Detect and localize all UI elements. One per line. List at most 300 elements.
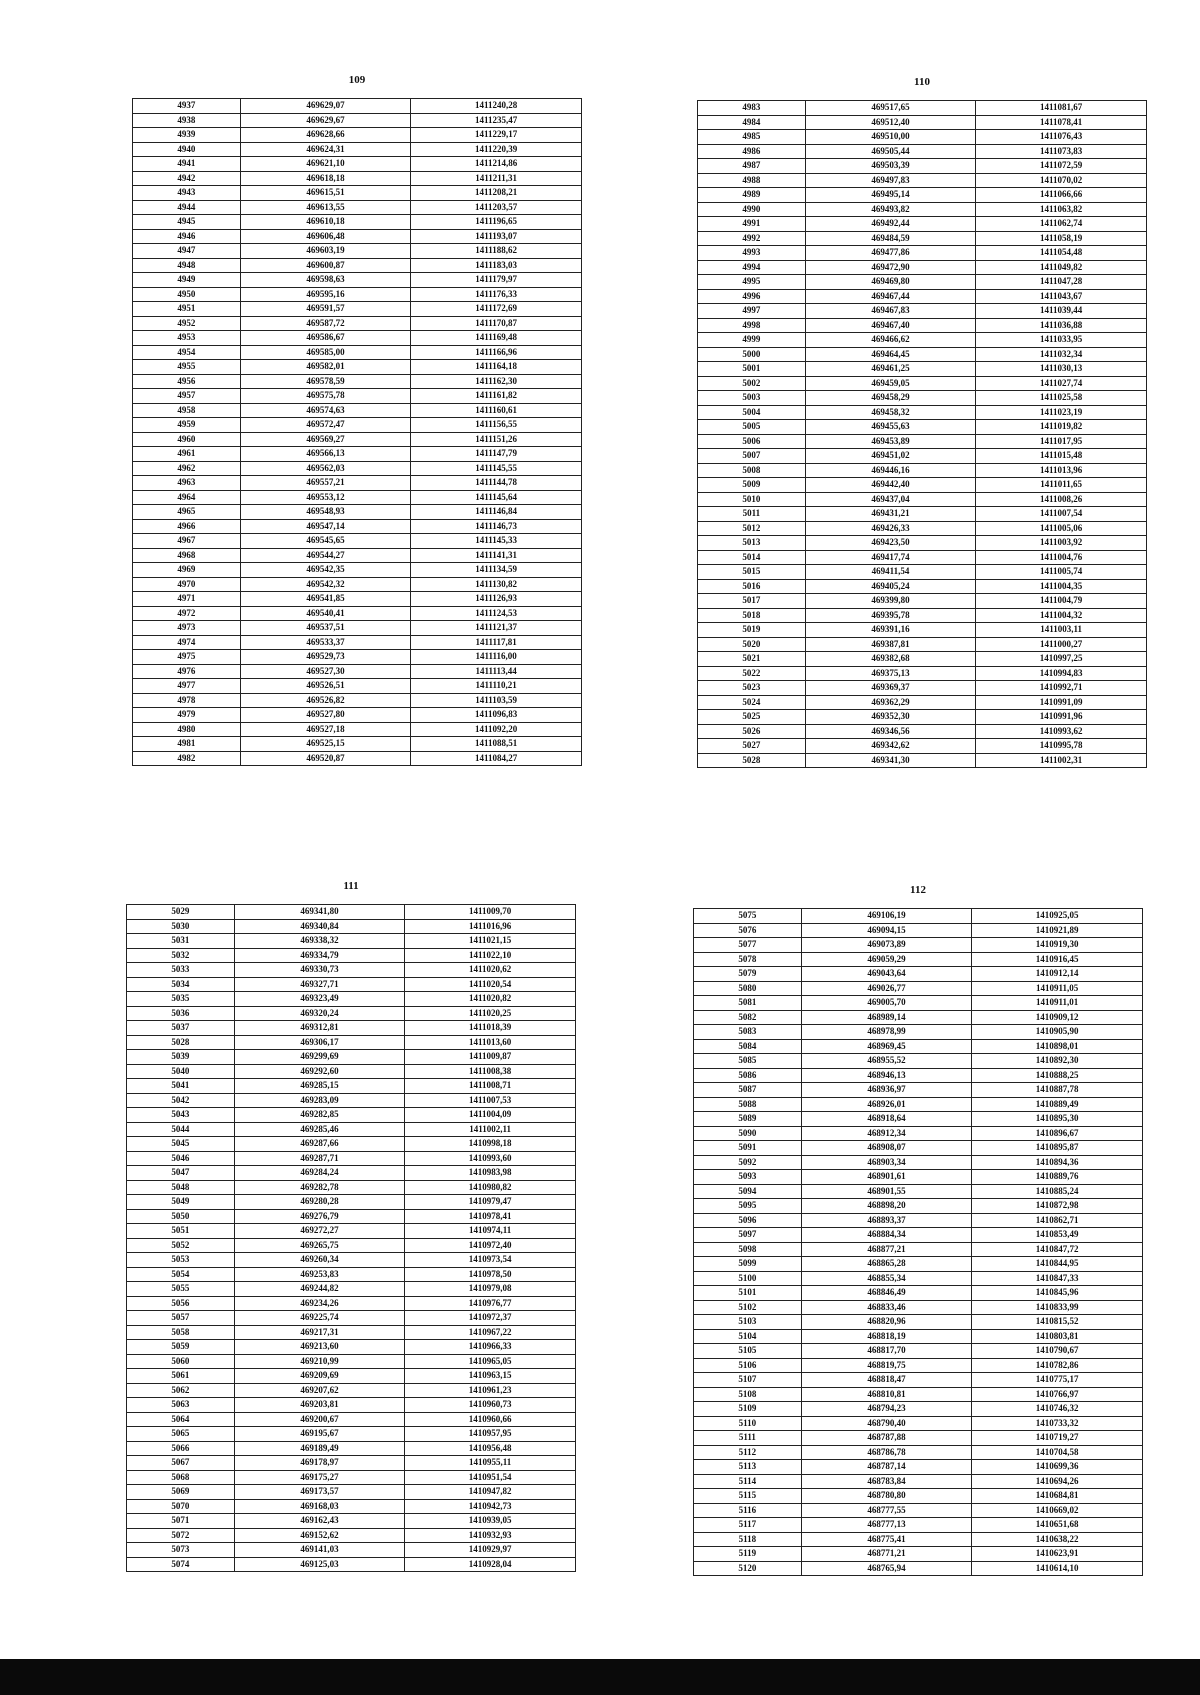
x-coordinate-cell: 469106,19 <box>801 909 972 924</box>
x-coordinate-cell: 469276,79 <box>234 1209 405 1224</box>
y-coordinate-cell: 1411092,20 <box>411 722 582 737</box>
table-row <box>698 260 1147 275</box>
table-row <box>133 157 582 172</box>
point-number-cell: 5102 <box>694 1300 802 1315</box>
x-coordinate-cell: 469469,80 <box>805 275 976 290</box>
table-row <box>127 1137 576 1152</box>
x-coordinate-cell: 469529,73 <box>240 650 411 665</box>
y-coordinate-cell: 1410991,96 <box>976 710 1147 725</box>
table-row <box>694 1010 1143 1025</box>
point-number-cell: 4982 <box>133 751 241 766</box>
y-coordinate-cell: 1411032,34 <box>976 347 1147 362</box>
y-coordinate-cell: 1410844,95 <box>972 1257 1143 1272</box>
table-row <box>694 981 1143 996</box>
x-coordinate-cell: 468978,99 <box>801 1025 972 1040</box>
y-coordinate-cell: 1410833,99 <box>972 1300 1143 1315</box>
x-coordinate-cell: 469629,07 <box>240 99 411 114</box>
point-number-cell: 5081 <box>694 996 802 1011</box>
y-coordinate-cell: 1410623,91 <box>972 1547 1143 1562</box>
y-coordinate-cell: 1410853,49 <box>972 1228 1143 1243</box>
table-row <box>133 186 582 201</box>
y-coordinate-cell: 1411145,33 <box>411 534 582 549</box>
point-number-cell: 5012 <box>698 521 806 536</box>
x-coordinate-cell: 469217,31 <box>234 1325 405 1340</box>
x-coordinate-cell: 468877,21 <box>801 1242 972 1257</box>
x-coordinate-cell: 468912,34 <box>801 1126 972 1141</box>
y-coordinate-cell: 1411172,69 <box>411 302 582 317</box>
table-row <box>127 1456 576 1471</box>
x-coordinate-cell: 468817,70 <box>801 1344 972 1359</box>
y-coordinate-cell: 1411033,95 <box>976 333 1147 348</box>
y-coordinate-cell: 1411124,53 <box>411 606 582 621</box>
x-coordinate-cell: 469306,17 <box>234 1035 405 1050</box>
point-number-cell: 5100 <box>694 1271 802 1286</box>
y-coordinate-cell: 1410887,78 <box>972 1083 1143 1098</box>
table-row <box>694 1199 1143 1214</box>
x-coordinate-cell: 469548,93 <box>240 505 411 520</box>
x-coordinate-cell: 469399,80 <box>805 594 976 609</box>
table-row <box>133 244 582 259</box>
x-coordinate-cell: 469125,03 <box>234 1557 405 1572</box>
x-coordinate-cell: 468855,34 <box>801 1271 972 1286</box>
y-coordinate-cell: 1410932,93 <box>405 1528 576 1543</box>
table-row <box>698 652 1147 667</box>
x-coordinate-cell: 469467,83 <box>805 304 976 319</box>
point-number-cell: 5036 <box>127 1006 235 1021</box>
y-coordinate-cell: 1410766,97 <box>972 1387 1143 1402</box>
table-row <box>127 1369 576 1384</box>
table-row <box>698 507 1147 522</box>
x-coordinate-cell: 469272,27 <box>234 1224 405 1239</box>
x-coordinate-cell: 469437,04 <box>805 492 976 507</box>
y-coordinate-cell: 1410803,81 <box>972 1329 1143 1344</box>
point-number-cell: 5067 <box>127 1456 235 1471</box>
x-coordinate-cell: 469566,13 <box>240 447 411 462</box>
table-row <box>694 1083 1143 1098</box>
y-coordinate-cell: 1411088,51 <box>411 737 582 752</box>
x-coordinate-cell: 469387,81 <box>805 637 976 652</box>
point-number-cell: 5025 <box>698 710 806 725</box>
y-coordinate-cell: 1411020,25 <box>405 1006 576 1021</box>
y-coordinate-cell: 1410972,37 <box>405 1311 576 1326</box>
table-row <box>127 1006 576 1021</box>
table-row <box>133 635 582 650</box>
point-number-cell: 5051 <box>127 1224 235 1239</box>
table-row <box>133 171 582 186</box>
table-row <box>127 948 576 963</box>
x-coordinate-cell: 469405,24 <box>805 579 976 594</box>
page-number: 109 <box>348 74 366 86</box>
table-row <box>127 1325 576 1340</box>
y-coordinate-cell: 1411002,11 <box>405 1122 576 1137</box>
point-number-cell: 5011 <box>698 507 806 522</box>
point-number-cell: 4964 <box>133 490 241 505</box>
y-coordinate-cell: 1411176,33 <box>411 287 582 302</box>
y-coordinate-cell: 1411116,00 <box>411 650 582 665</box>
table-row <box>694 1460 1143 1475</box>
y-coordinate-cell: 1411144,78 <box>411 476 582 491</box>
y-coordinate-cell: 1411039,44 <box>976 304 1147 319</box>
point-number-cell: 5105 <box>694 1344 802 1359</box>
point-number-cell: 4989 <box>698 188 806 203</box>
x-coordinate-cell: 469352,30 <box>805 710 976 725</box>
point-number-cell: 5062 <box>127 1383 235 1398</box>
point-number-cell: 4979 <box>133 708 241 723</box>
x-coordinate-cell: 469458,32 <box>805 405 976 420</box>
table-row <box>127 1195 576 1210</box>
y-coordinate-cell: 1411214,86 <box>411 157 582 172</box>
y-coordinate-cell: 1411169,48 <box>411 331 582 346</box>
point-number-cell: 5109 <box>694 1402 802 1417</box>
point-number-cell: 5035 <box>127 992 235 1007</box>
table-row <box>698 217 1147 232</box>
x-coordinate-cell: 469547,14 <box>240 519 411 534</box>
point-number-cell: 5097 <box>694 1228 802 1243</box>
point-number-cell: 5092 <box>694 1155 802 1170</box>
x-coordinate-cell: 468908,07 <box>801 1141 972 1156</box>
point-number-cell: 5014 <box>698 550 806 565</box>
point-number-cell: 4949 <box>133 273 241 288</box>
y-coordinate-cell: 1410894,36 <box>972 1155 1143 1170</box>
point-number-cell: 5008 <box>698 463 806 478</box>
y-coordinate-cell: 1410888,25 <box>972 1068 1143 1083</box>
y-coordinate-cell: 1410898,01 <box>972 1039 1143 1054</box>
x-coordinate-cell: 469621,10 <box>240 157 411 172</box>
x-coordinate-cell: 469472,90 <box>805 260 976 275</box>
y-coordinate-cell: 1410872,98 <box>972 1199 1143 1214</box>
x-coordinate-cell: 469382,68 <box>805 652 976 667</box>
x-coordinate-cell: 468780,80 <box>801 1489 972 1504</box>
x-coordinate-cell: 469411,54 <box>805 565 976 580</box>
y-coordinate-cell: 1410847,33 <box>972 1271 1143 1286</box>
table-row <box>694 1489 1143 1504</box>
point-number-cell: 5086 <box>694 1068 802 1083</box>
point-number-cell: 5026 <box>698 724 806 739</box>
x-coordinate-cell: 469168,03 <box>234 1499 405 1514</box>
y-coordinate-cell: 1411208,21 <box>411 186 582 201</box>
x-coordinate-cell: 469587,72 <box>240 316 411 331</box>
y-coordinate-cell: 1410993,62 <box>976 724 1147 739</box>
x-coordinate-cell: 468901,55 <box>801 1184 972 1199</box>
y-coordinate-cell: 1411049,82 <box>976 260 1147 275</box>
x-coordinate-cell: 469557,21 <box>240 476 411 491</box>
x-coordinate-cell: 469628,66 <box>240 128 411 143</box>
table-row <box>127 1311 576 1326</box>
y-coordinate-cell: 1410909,12 <box>972 1010 1143 1025</box>
x-coordinate-cell: 469173,57 <box>234 1485 405 1500</box>
point-number-cell: 4978 <box>133 693 241 708</box>
x-coordinate-cell: 469586,67 <box>240 331 411 346</box>
x-coordinate-cell: 468884,34 <box>801 1228 972 1243</box>
table-row <box>133 722 582 737</box>
y-coordinate-cell: 1411196,65 <box>411 215 582 230</box>
table-row <box>127 1224 576 1239</box>
point-number-cell: 5059 <box>127 1340 235 1355</box>
x-coordinate-cell: 469340,84 <box>234 919 405 934</box>
x-coordinate-cell: 468777,55 <box>801 1503 972 1518</box>
x-coordinate-cell: 469346,56 <box>805 724 976 739</box>
table-row <box>133 360 582 375</box>
point-number-cell: 4969 <box>133 563 241 578</box>
table-row <box>694 1242 1143 1257</box>
point-number-cell: 5096 <box>694 1213 802 1228</box>
y-coordinate-cell: 1411110,21 <box>411 679 582 694</box>
x-coordinate-cell: 469526,51 <box>240 679 411 694</box>
point-number-cell: 5065 <box>127 1427 235 1442</box>
y-coordinate-cell: 1411009,87 <box>405 1050 576 1065</box>
table-row <box>694 1445 1143 1460</box>
table-row <box>694 1561 1143 1576</box>
point-number-cell: 4947 <box>133 244 241 259</box>
y-coordinate-cell: 1410847,72 <box>972 1242 1143 1257</box>
point-number-cell: 4965 <box>133 505 241 520</box>
point-number-cell: 5023 <box>698 681 806 696</box>
table-row <box>698 246 1147 261</box>
x-coordinate-cell: 468918,64 <box>801 1112 972 1127</box>
y-coordinate-cell: 1411166,96 <box>411 345 582 360</box>
table-row <box>133 650 582 665</box>
point-number-cell: 5120 <box>694 1561 802 1576</box>
x-coordinate-cell: 468818,47 <box>801 1373 972 1388</box>
y-coordinate-cell: 1411193,07 <box>411 229 582 244</box>
table-row <box>698 434 1147 449</box>
y-coordinate-cell: 1411009,70 <box>405 905 576 920</box>
table-row <box>698 405 1147 420</box>
table-row <box>133 737 582 752</box>
table-row <box>694 1358 1143 1373</box>
y-coordinate-cell: 1411030,13 <box>976 362 1147 377</box>
x-coordinate-cell: 469338,32 <box>234 934 405 949</box>
y-coordinate-cell: 1411162,30 <box>411 374 582 389</box>
table-row <box>133 548 582 563</box>
point-number-cell: 5103 <box>694 1315 802 1330</box>
table-row <box>698 550 1147 565</box>
x-coordinate-cell: 469526,82 <box>240 693 411 708</box>
point-number-cell: 5079 <box>694 967 802 982</box>
point-number-cell: 4970 <box>133 577 241 592</box>
x-coordinate-cell: 469455,63 <box>805 420 976 435</box>
table-row <box>694 1068 1143 1083</box>
table-row <box>133 679 582 694</box>
y-coordinate-cell: 1411151,26 <box>411 432 582 447</box>
x-coordinate-cell: 469225,74 <box>234 1311 405 1326</box>
y-coordinate-cell: 1410995,78 <box>976 739 1147 754</box>
y-coordinate-cell: 1411203,57 <box>411 200 582 215</box>
y-coordinate-cell: 1410889,49 <box>972 1097 1143 1112</box>
point-number-cell: 4976 <box>133 664 241 679</box>
table-row <box>127 1180 576 1195</box>
y-coordinate-cell: 1411062,74 <box>976 217 1147 232</box>
point-number-cell: 5072 <box>127 1528 235 1543</box>
point-number-cell: 4983 <box>698 101 806 116</box>
x-coordinate-cell: 469598,63 <box>240 273 411 288</box>
point-number-cell: 4938 <box>133 113 241 128</box>
x-coordinate-cell: 469595,16 <box>240 287 411 302</box>
x-coordinate-cell: 469207,62 <box>234 1383 405 1398</box>
table-row <box>698 681 1147 696</box>
point-number-cell: 4996 <box>698 289 806 304</box>
y-coordinate-cell: 1410991,09 <box>976 695 1147 710</box>
point-number-cell: 4990 <box>698 202 806 217</box>
x-coordinate-cell: 469541,85 <box>240 592 411 607</box>
page-number: 110 <box>914 76 930 88</box>
table-row <box>694 1431 1143 1446</box>
table-row <box>127 1383 576 1398</box>
table-row <box>133 345 582 360</box>
point-number-cell: 5060 <box>127 1354 235 1369</box>
table-row <box>698 362 1147 377</box>
y-coordinate-cell: 1411070,02 <box>976 173 1147 188</box>
x-coordinate-cell: 469545,65 <box>240 534 411 549</box>
y-coordinate-cell: 1410979,47 <box>405 1195 576 1210</box>
x-coordinate-cell: 469094,15 <box>801 923 972 938</box>
table-row <box>127 1021 576 1036</box>
table-row <box>698 289 1147 304</box>
y-coordinate-cell: 1411072,59 <box>976 159 1147 174</box>
point-number-cell: 4940 <box>133 142 241 157</box>
y-coordinate-cell: 1411117,81 <box>411 635 582 650</box>
y-coordinate-cell: 1410978,41 <box>405 1209 576 1224</box>
point-number-cell: 5118 <box>694 1532 802 1547</box>
point-number-cell: 4986 <box>698 144 806 159</box>
point-number-cell: 5082 <box>694 1010 802 1025</box>
point-number-cell: 4950 <box>133 287 241 302</box>
table-row <box>133 621 582 636</box>
table-row <box>698 275 1147 290</box>
x-coordinate-cell: 469603,19 <box>240 244 411 259</box>
table-row <box>133 128 582 143</box>
point-number-cell: 4992 <box>698 231 806 246</box>
table-row <box>127 1427 576 1442</box>
y-coordinate-cell: 1410895,30 <box>972 1112 1143 1127</box>
y-coordinate-cell: 1411016,96 <box>405 919 576 934</box>
y-coordinate-cell: 1410942,73 <box>405 1499 576 1514</box>
point-number-cell: 5003 <box>698 391 806 406</box>
y-coordinate-cell: 1411054,48 <box>976 246 1147 261</box>
x-coordinate-cell: 469606,48 <box>240 229 411 244</box>
table-row <box>133 664 582 679</box>
x-coordinate-cell: 469284,24 <box>234 1166 405 1181</box>
x-coordinate-cell: 469520,87 <box>240 751 411 766</box>
table-row <box>127 1267 576 1282</box>
point-number-cell: 5020 <box>698 637 806 652</box>
point-number-cell: 4973 <box>133 621 241 636</box>
point-number-cell: 5083 <box>694 1025 802 1040</box>
y-coordinate-cell: 1411073,83 <box>976 144 1147 159</box>
y-coordinate-cell: 1411047,28 <box>976 275 1147 290</box>
x-coordinate-cell: 468783,84 <box>801 1474 972 1489</box>
table-row <box>133 403 582 418</box>
table-row <box>698 159 1147 174</box>
point-number-cell: 5027 <box>698 739 806 754</box>
point-number-cell: 5015 <box>698 565 806 580</box>
y-coordinate-cell: 1410790,67 <box>972 1344 1143 1359</box>
table-row <box>133 374 582 389</box>
x-coordinate-cell: 469575,78 <box>240 389 411 404</box>
x-coordinate-cell: 469578,59 <box>240 374 411 389</box>
table-row <box>133 577 582 592</box>
y-coordinate-cell: 1411103,59 <box>411 693 582 708</box>
point-number-cell: 4997 <box>698 304 806 319</box>
table-row <box>127 1296 576 1311</box>
y-coordinate-cell: 1410967,22 <box>405 1325 576 1340</box>
table-row <box>694 1286 1143 1301</box>
table-row <box>133 490 582 505</box>
y-coordinate-cell: 1410651,68 <box>972 1518 1143 1533</box>
point-number-cell: 5101 <box>694 1286 802 1301</box>
y-coordinate-cell: 1411013,60 <box>405 1035 576 1050</box>
x-coordinate-cell: 469527,18 <box>240 722 411 737</box>
x-coordinate-cell: 469453,89 <box>805 434 976 449</box>
point-number-cell: 5006 <box>698 434 806 449</box>
point-number-cell: 4951 <box>133 302 241 317</box>
y-coordinate-cell: 1411130,82 <box>411 577 582 592</box>
x-coordinate-cell: 469458,29 <box>805 391 976 406</box>
x-coordinate-cell: 468787,14 <box>801 1460 972 1475</box>
y-coordinate-cell: 1410916,45 <box>972 952 1143 967</box>
table-row <box>133 461 582 476</box>
table-row <box>698 637 1147 652</box>
table-row <box>698 144 1147 159</box>
x-coordinate-cell: 469542,32 <box>240 577 411 592</box>
y-coordinate-cell: 1410919,30 <box>972 938 1143 953</box>
table-row <box>133 418 582 433</box>
x-coordinate-cell: 469330,73 <box>234 963 405 978</box>
table-row <box>133 113 582 128</box>
x-coordinate-cell: 468775,41 <box>801 1532 972 1547</box>
y-coordinate-cell: 1411013,96 <box>976 463 1147 478</box>
x-coordinate-cell: 469512,40 <box>805 115 976 130</box>
table-row <box>694 1547 1143 1562</box>
x-coordinate-cell: 469503,39 <box>805 159 976 174</box>
table-row <box>694 1025 1143 1040</box>
x-coordinate-cell: 469527,80 <box>240 708 411 723</box>
point-number-cell: 5021 <box>698 652 806 667</box>
table-row <box>127 934 576 949</box>
point-number-cell: 5110 <box>694 1416 802 1431</box>
table-row <box>133 331 582 346</box>
point-number-cell: 5039 <box>127 1050 235 1065</box>
point-number-cell: 4966 <box>133 519 241 534</box>
x-coordinate-cell: 469615,51 <box>240 186 411 201</box>
x-coordinate-cell: 469562,03 <box>240 461 411 476</box>
table-row <box>133 316 582 331</box>
point-number-cell: 5030 <box>127 919 235 934</box>
table-row <box>133 505 582 520</box>
point-number-cell: 5111 <box>694 1431 802 1446</box>
x-coordinate-cell: 469527,30 <box>240 664 411 679</box>
table-row <box>127 977 576 992</box>
y-coordinate-cell: 1411076,43 <box>976 130 1147 145</box>
x-coordinate-cell: 469299,69 <box>234 1050 405 1065</box>
x-coordinate-cell: 469467,44 <box>805 289 976 304</box>
x-coordinate-cell: 469542,35 <box>240 563 411 578</box>
y-coordinate-cell: 1410947,82 <box>405 1485 576 1500</box>
x-coordinate-cell: 469391,16 <box>805 623 976 638</box>
x-coordinate-cell: 469323,49 <box>234 992 405 1007</box>
table-row <box>698 420 1147 435</box>
point-number-cell: 5009 <box>698 478 806 493</box>
table-row <box>127 1238 576 1253</box>
table-row <box>694 1054 1143 1069</box>
point-number-cell: 5087 <box>694 1083 802 1098</box>
point-number-cell: 5024 <box>698 695 806 710</box>
x-coordinate-cell: 469574,63 <box>240 403 411 418</box>
y-coordinate-cell: 1410994,83 <box>976 666 1147 681</box>
y-coordinate-cell: 1410980,82 <box>405 1180 576 1195</box>
table-row <box>698 594 1147 609</box>
y-coordinate-cell: 1410976,77 <box>405 1296 576 1311</box>
